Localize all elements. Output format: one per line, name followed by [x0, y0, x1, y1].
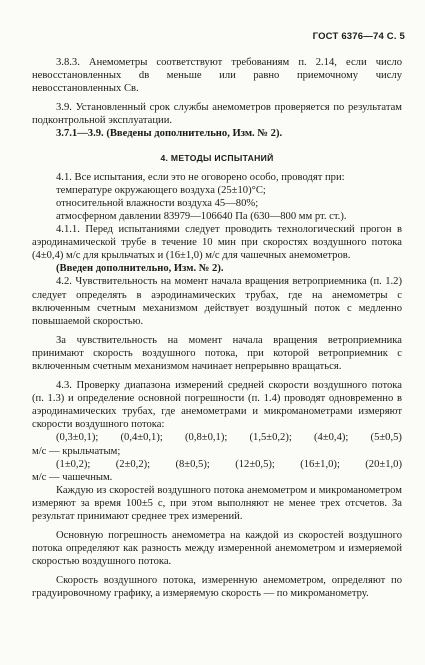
speed-value: (0,8±0,1);: [185, 432, 228, 444]
speed-value: (0,3±0,1);: [56, 432, 99, 444]
speed-value: (12±0,5);: [235, 458, 275, 470]
amendment-note-4: (Введен дополнительно, Изм. № 2).: [56, 263, 224, 275]
speed-value: (0,4±0,1);: [120, 432, 163, 444]
paragraph-4-3: 4.3. Проверку диапазона измерений средней скорости воздушного потока (п. 1.3) и определение основной погрешности (п. 1.4) проводят одновременно в аэродинамических трубах, где анемометрами и микроманометрами измеряют скорости воздушного потока:: [32, 380, 402, 431]
paragraph-4-3-c: Основную погрешность анемометра на каждой из скоростей воздушного потока определяют как разность между измеренной анемометром и измеряемой скоростью воздушного потока.: [32, 530, 402, 568]
paragraph-3-8-3: 3.8.3. Анемометры соответствуют требованиям п. 2.14, если число невосстановленных dв меньше или равно приемочному числу невосстановленных Св.: [32, 57, 402, 95]
page-header: ГОСТ 6376—74 С. 5: [312, 31, 405, 42]
paragraph-4-1-1: 4.1.1. Перед испытаниями следует проводить технологический прогон в аэродинамической трубе в течение 10 мин при скоростях воздушного потока (4±0,4) м/с для крыльчатых и (16±1,0) м/с для чашечных анемометров.: [32, 224, 402, 262]
paragraph-4-1: 4.1. Все испытания, если это не оговорено особо, проводят при:: [56, 171, 345, 183]
speeds-vane-unit: м/с — крыльчатым;: [32, 445, 121, 457]
speed-value: (16±1,0);: [300, 458, 340, 470]
speed-value: (2±0,2);: [115, 458, 151, 470]
paragraph-4-2: 4.2. Чувствительность на момент начала вращения ветроприемника (п. 1.2) следует определять в аэродинамических трубах, где на анемометры с включенным счетным механизмом действует воздушный поток с медленно повышаемой скоростью.: [32, 276, 402, 327]
paragraph-3-9: 3.9. Установленный срок службы анемометров проверяется по результатам подконтрольной эксплуатации.: [32, 102, 402, 127]
speed-value: (1,5±0,2);: [249, 432, 292, 444]
speed-value: (4±0,4);: [314, 432, 349, 444]
speeds-vane-row: [32, 431, 402, 444]
paragraph-4-2-b: За чувствительность на момент начала вращения ветроприемника принимают скорость воздушного потока, при которой ветроприемник с включенным счетным механизмом начинает непрерывно вращаться.: [32, 334, 402, 372]
condition-humidity: относительной влажности воздуха 45—80%;: [56, 197, 259, 209]
speed-value: (8±0,5);: [175, 458, 210, 470]
paragraph-4-3-d: Скорость воздушного потока, измеренную анемометром, определяют по градуировочному графику, а измеряемую скорость — по микроманометру.: [32, 575, 402, 600]
speed-value: (20±1,0): [365, 458, 402, 470]
paragraph-4-3-b: Каждую из скоростей воздушного потока анемометром и микроманометром измеряют за время 100±5 с, при этом выполняют не менее трех отсчетов. За результат принимают среднее трех измерений.: [32, 484, 402, 522]
speeds-cup-unit: м/с — чашечным.: [32, 471, 113, 483]
condition-temperature: температуре окружающего воздуха (25±10)°С;: [56, 184, 266, 196]
speed-value: (5±0,5): [370, 432, 402, 444]
condition-pressure: атмосферном давлении 83979—106640 Па (630—800 мм рт. ст.).: [56, 210, 347, 222]
speeds-cup-row: [32, 458, 402, 471]
speed-value: (1±0,2);: [56, 458, 91, 470]
amendment-note-3: 3.7.1—3.9. (Введены дополнительно, Изм. № 2).: [56, 128, 283, 140]
section-title: 4. МЕТОДЫ ИСПЫТАНИЙ: [160, 152, 274, 163]
document-body: [32, 56, 402, 601]
